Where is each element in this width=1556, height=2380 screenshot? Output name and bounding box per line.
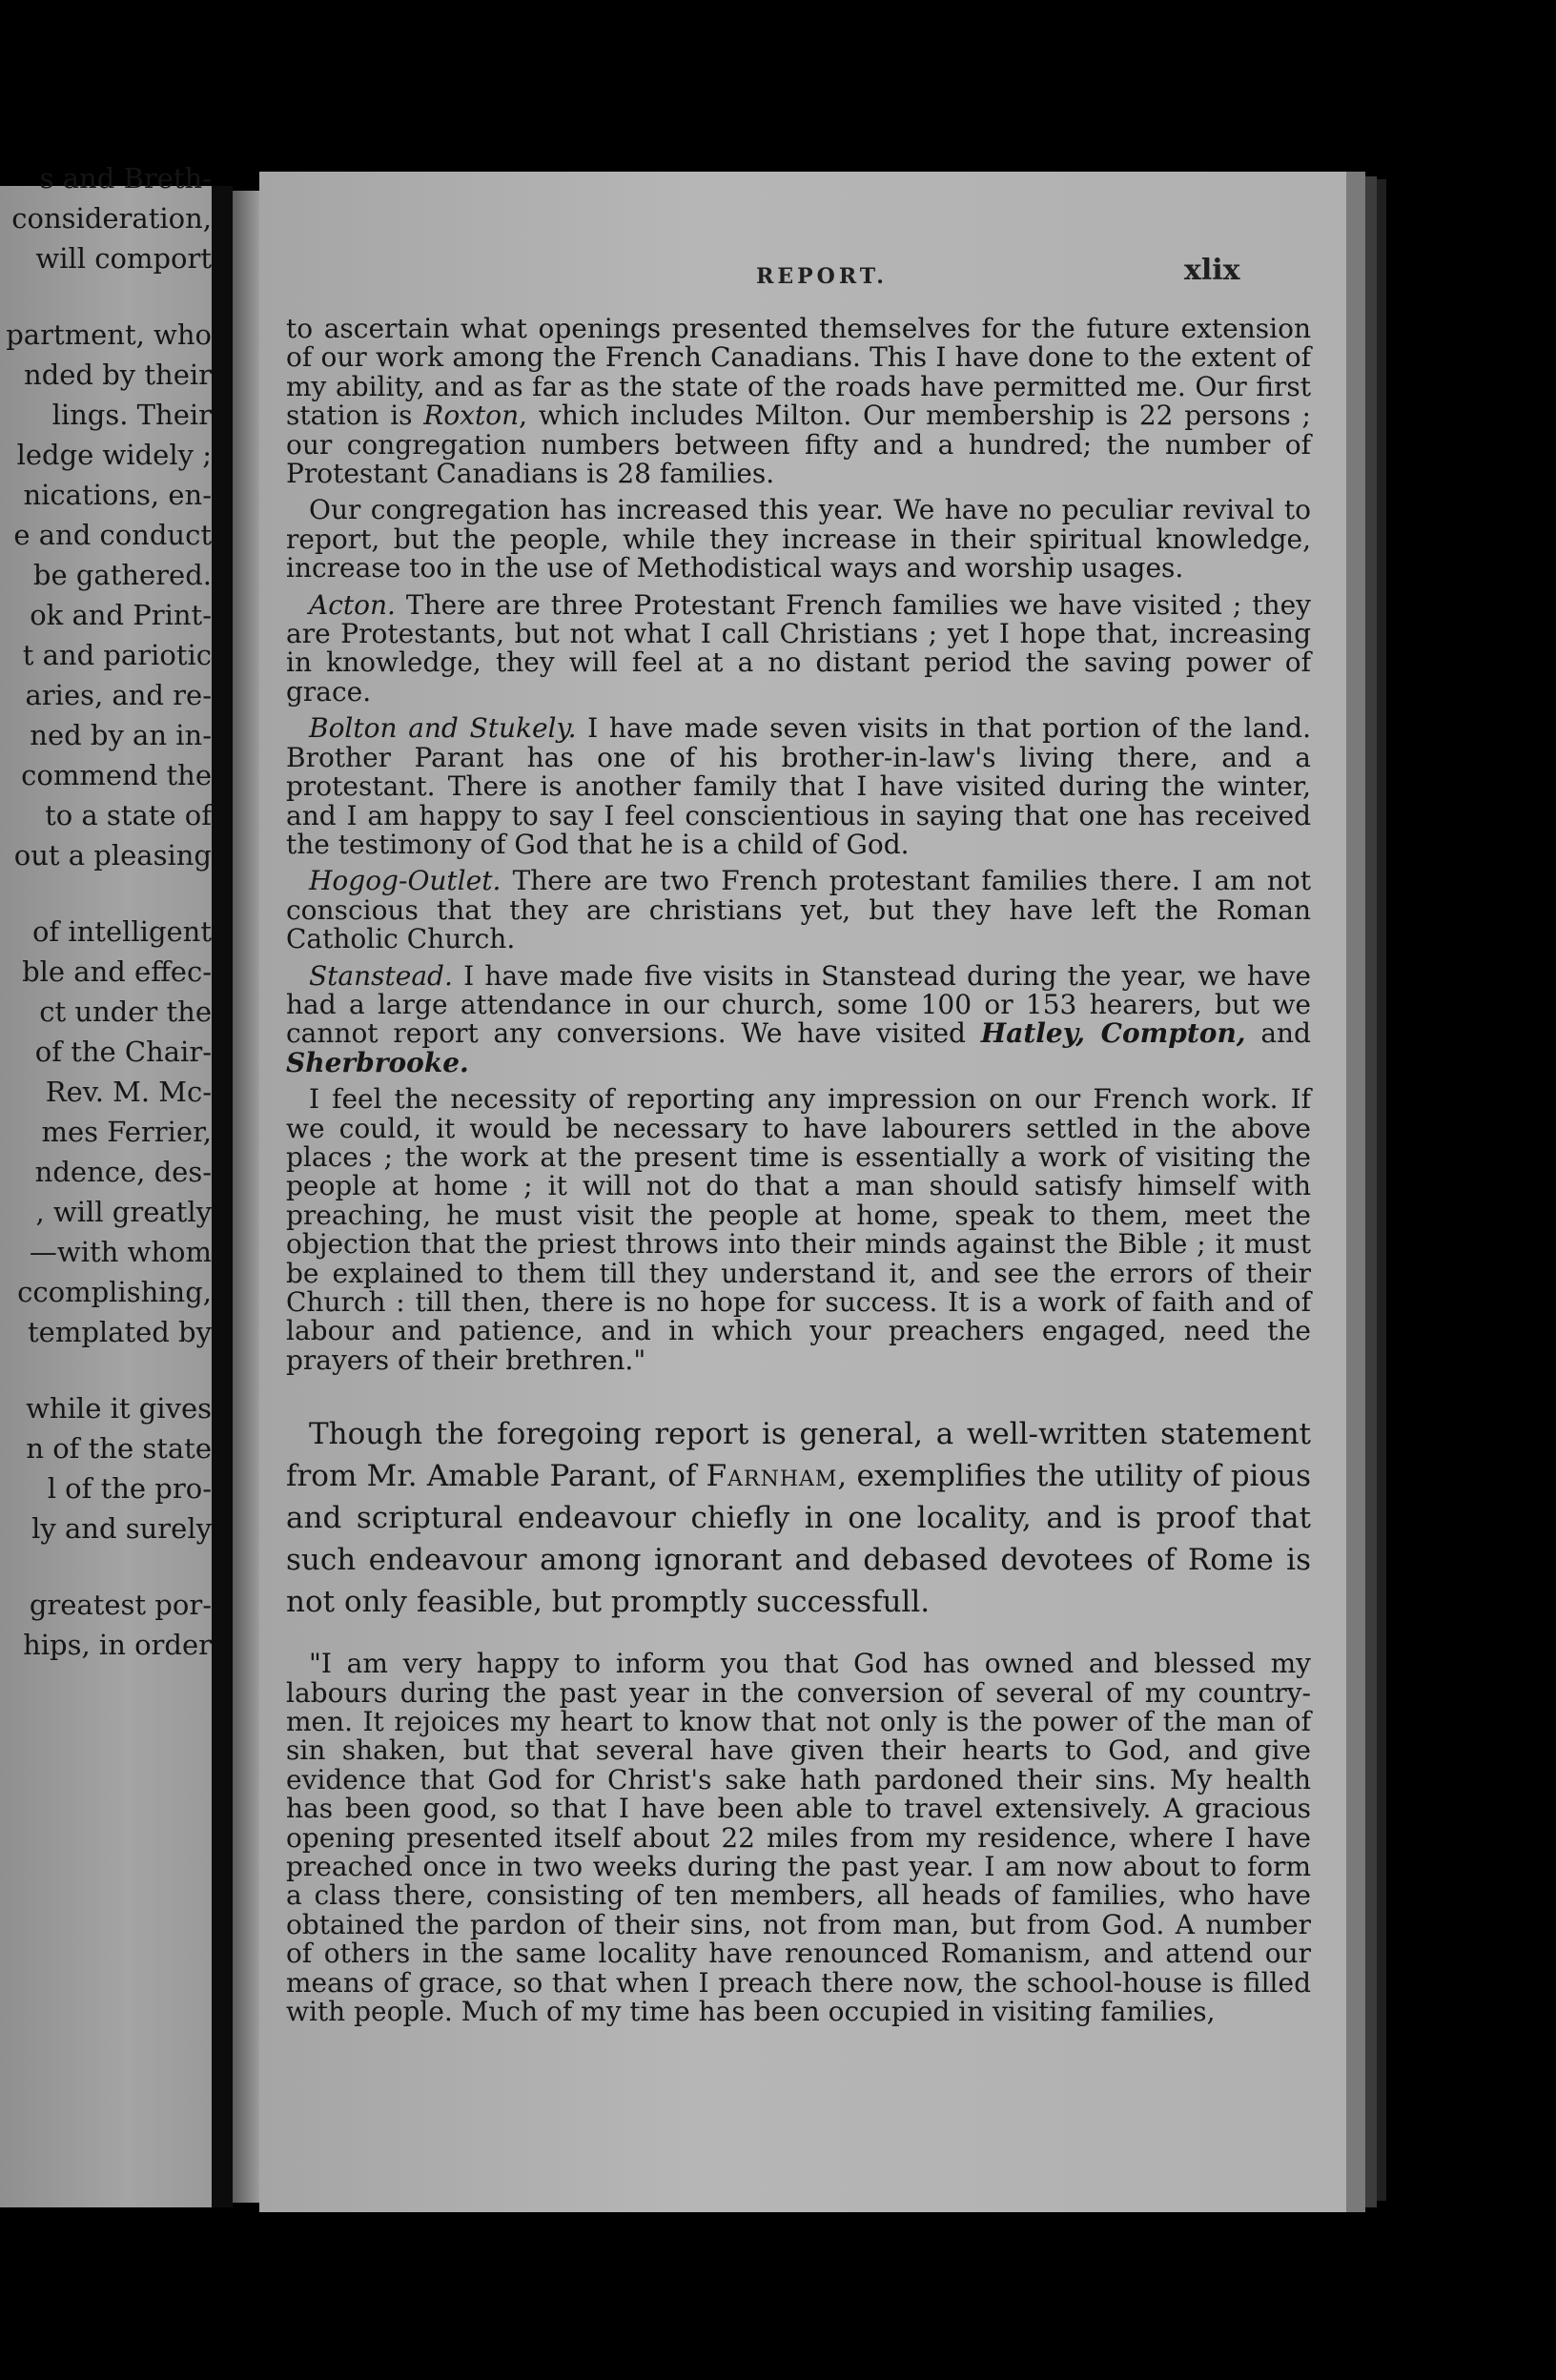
page-edge <box>1346 172 1365 2212</box>
paragraph-opening: to ascertain what openings presented themselves for the future extension of our work among the French Canadians. This I have done to the extent of my ability, and as far as the state of the roads have permitted me. Our first station is Roxton, which includes Milton. Our membership is 22 persons ; our congregation numbers between fifty and a hundred; the number of Protestant Canadians is 28 families. <box>286 313 1311 490</box>
left-page-line: ledge widely ; <box>16 439 212 471</box>
left-page-line: of intelligent <box>31 915 212 948</box>
page-edge <box>1365 176 1377 2207</box>
left-page-line: lings. Their <box>51 399 212 431</box>
left-page-line: ble and effec- <box>22 955 212 988</box>
left-page-line: t and pariotic <box>22 639 212 671</box>
left-page-line: while it gives <box>26 1392 212 1425</box>
left-page-line: ok and Print- <box>30 599 212 631</box>
paragraph-necessity: I feel the necessity of reporting any impression on our French work. If we could, it would be necessary to have labourers settled in the above places ; the work at the present time is essentially a work of visiting the people at home ; it will not do that a man should satisfy himself with preaching, he must visit the people at home, speak to them, meet the objection that the priest throws into their minds against the Bible ; it must be explained to them till they understand it, and see the errors of their Church : till then, there is no hope for success. It is a work of faith and of labour and patience, and in which your preachers engaged, need the prayers of their brethren." <box>286 1083 1311 1376</box>
left-page <box>0 162 212 2207</box>
left-page-line: nded by their <box>24 359 212 391</box>
place-names: Hatley, Compton, <box>980 1017 1246 1050</box>
book-gutter <box>212 186 233 2207</box>
left-page-line: will comport <box>35 242 212 275</box>
paragraph-hogog: Hogog-Outlet. There are two French protestant families there. I am not conscious that they are christians yet, but they have left the Roman Catholic Church. <box>286 865 1311 955</box>
place-name: Sherbrooke. <box>286 1046 469 1078</box>
left-page-line: aries, and re- <box>25 679 212 711</box>
left-page-line: nications, en- <box>23 479 212 511</box>
page-number: xlix <box>1184 254 1240 287</box>
left-page-line: templated by <box>28 1316 212 1348</box>
left-page-line: s and Breth- <box>39 162 212 195</box>
left-page-line: greatest por- <box>29 1589 212 1621</box>
paragraph-congregation: Our congregation has increased this year. We have no peculiar revival to report, but the people, while they increase in their spiritual knowledge, increase too in the use of Methodistical ways and worship usages. <box>286 494 1311 585</box>
left-page-line: out a pleasing <box>13 839 212 872</box>
left-page-line: ct under the <box>39 995 212 1028</box>
left-page-line: ned by an in- <box>30 719 212 751</box>
place-name: Acton. <box>309 588 396 621</box>
paragraph-parant-letter: "I am very happy to inform you that God has owned and blessed my labours during the past year in the conversion of several of my country-men. It rejoices my heart to know that not only is the power of the man of sin shaken, but that several have given their hearts to God, and give evidence that God for Christ's sake hath pardoned their sins. My health has been good, so that I have been able to travel extensively. A gracious opening presented itself about 22 miles from my residence, where I have preached once in two weeks during the past year. I am now about to form a class there, consisting of ten members, all heads of families, who have obtained the pardon of their sins, not from man, but from God. A number of others in the same locality have renounced Romanism, and attend our means of grace, so that when I preach there now, the school-house is filled with people. Much of my time has been occupied in visiting families, <box>286 1648 1311 2028</box>
left-page-line: mes Ferrier, <box>41 1116 212 1148</box>
page-body <box>286 315 1311 2035</box>
left-page-line: to a state of <box>45 799 212 831</box>
left-page-line: , will greatly <box>35 1196 212 1228</box>
place-name: Stanstead. <box>309 959 453 992</box>
left-page-line: —with whom <box>29 1236 212 1268</box>
left-page-line: partment, who <box>6 318 212 351</box>
left-page-line: consideration, <box>11 202 212 235</box>
left-page-line: ly and surely <box>31 1512 212 1545</box>
left-page-line: e and conduct <box>13 519 212 551</box>
place-name: Roxton <box>423 400 520 432</box>
left-page-line: ccomplishing, <box>17 1276 212 1308</box>
paragraph-farnham: Though the foregoing report is general, a well-written statement from Mr. Amable Parant, of Farnham, exemplifies the utility of pious and scriptural endeavour chiefly in one locality, and is proof that such endeavour among ignorant and debased devotees of Rome is not only feasible, but promptly successfull. <box>286 1417 1311 1620</box>
left-page-line: commend the <box>21 759 212 791</box>
left-page-line: hips, in order <box>23 1629 212 1661</box>
left-page-line: l of the pro- <box>47 1472 212 1505</box>
paragraph-bolton: Bolton and Stukely. I have made seven visits in that portion of the land. Brother Parant has one of his brother-in-law's living there, and a protestant. There is another family that I have visited during the winter, and I am happy to say I feel conscientious in saying that one has received the testimony of God that he is a child of God. <box>286 712 1311 860</box>
paragraph-acton: Acton. There are three Protestant French families we have visited ; they are Protestants, but not what I call Christians ; yet I hope that, increasing in knowledge, they will feel at a no distant period the saving power of grace. <box>286 588 1311 708</box>
left-page-line: be gathered. <box>32 559 212 591</box>
left-page-line: of the Chair- <box>34 1036 212 1068</box>
place-name: Farnham <box>706 1459 838 1494</box>
place-name: Hogog-Outlet. <box>309 865 502 897</box>
gutter-shadow <box>233 191 259 2203</box>
right-page <box>259 172 1346 2212</box>
running-head: REPORT. <box>756 264 888 289</box>
left-page-line: ndence, des- <box>34 1156 212 1188</box>
paragraph-stanstead: Stanstead. I have made five visits in Stanstead during the year, we have had a large attendance in our church, some 100 or 153 hearers, but we cannot report any conversions. We have visited Hatley, Compton, and Sherbrooke. <box>286 959 1311 1078</box>
page-edge <box>1377 179 1386 2201</box>
place-name: Bolton and Stukely. <box>309 712 577 745</box>
left-page-line: n of the state <box>26 1432 212 1465</box>
left-page-line: Rev. M. Mc- <box>45 1076 212 1108</box>
